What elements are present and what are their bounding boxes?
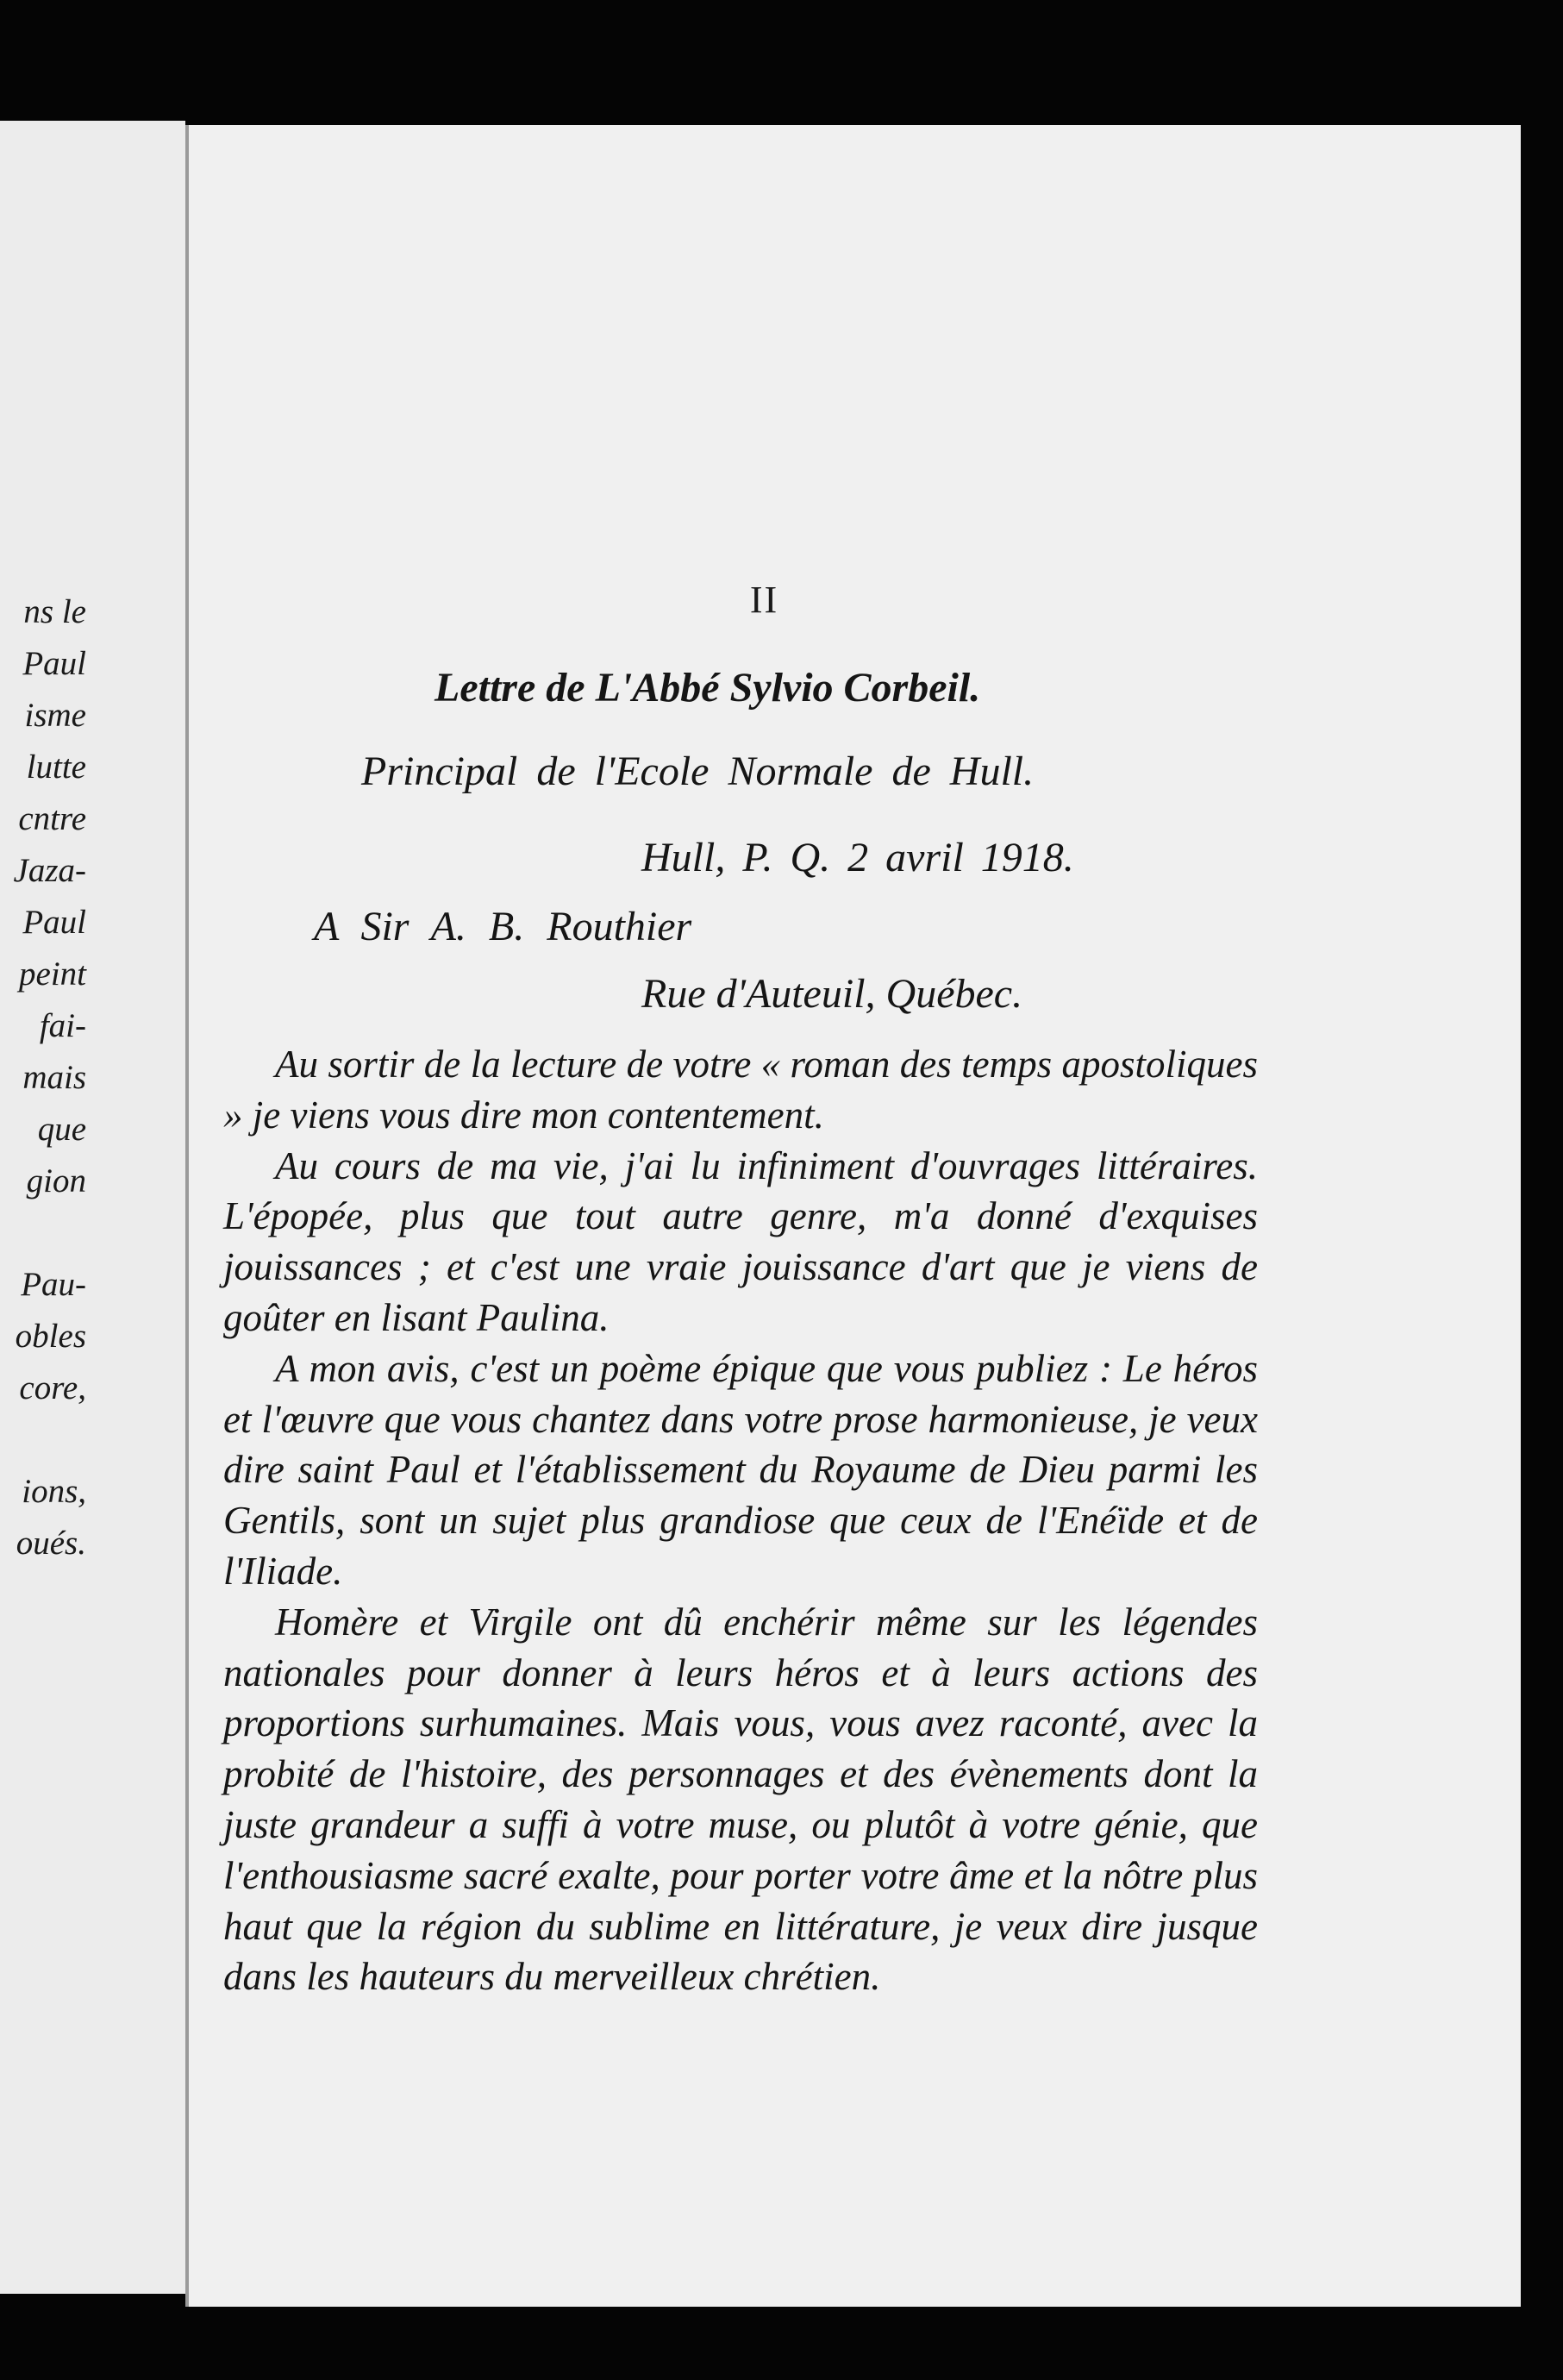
page (185, 125, 1521, 2307)
facing-line: ns le (23, 593, 86, 630)
letter-title: Lettre de L'Abbé Sylvio Corbeil. (435, 665, 981, 711)
facing-line: Paul (22, 645, 86, 682)
letter-body (223, 1039, 1258, 2002)
facing-line: ions, (22, 1473, 86, 1510)
facing-line: lutte (26, 748, 86, 786)
facing-line: que (37, 1111, 86, 1148)
facing-page-text (0, 586, 86, 1569)
facing-line: core, (19, 1369, 86, 1406)
paragraph: A mon avis, c'est un poème épique que vous publiez : Le héros et l'œuvre que vous chantez dans votre prose harmonieuse, je veux dire saint Paul et l'établissement du Royaume de Dieu parmi les Gentils, sont un sujet plus grandiose que ceux de l'Enéïde et de l'Iliade. (223, 1346, 1258, 1593)
facing-line: peint (19, 955, 86, 993)
facing-line: Jaza- (13, 852, 86, 889)
facing-line: oués. (16, 1525, 86, 1562)
facing-line: cntre (18, 800, 86, 837)
facing-line: isme (24, 697, 86, 734)
facing-line: Paul (22, 904, 86, 941)
paragraph: Au cours de ma vie, j'ai lu infiniment d'ouvrages littéraires. L'épopée, plus que tout autre genre, m'a donné d'exquises jouissances ; et c'est une vraie jouissance d'art que je viens de goûter en lisant Paulina. (223, 1143, 1258, 1339)
facing-line: Pau- (21, 1266, 86, 1303)
facing-line: gion (26, 1162, 86, 1199)
facing-line: obles (15, 1318, 86, 1355)
letter-address: Rue d'Auteuil, Québec. (641, 971, 1023, 1017)
letter-addressee: A Sir A. B. Routhier (314, 904, 692, 949)
facing-line: fai- (39, 1007, 86, 1044)
letter-dateline: Hull, P. Q. 2 avril 1918. (641, 835, 1074, 880)
facing-line-gap (0, 1207, 86, 1259)
facing-line: mais (22, 1059, 86, 1096)
chapter-number: II (749, 579, 779, 621)
facing-line-gap (0, 1414, 86, 1466)
paragraph: Homère et Virgile ont dû enchérir même sur les légendes nationales pour donner à leurs héros et à leurs actions des proportions surhumaines. Mais vous, vous avez raconté, avec la probité de l'histoire, des personnages et des évènements dont la juste grandeur a suffi à votre muse, ou plutôt à votre génie, que l'enthousiasme sacré exalte, pour porter votre âme et la nôtre plus haut que la région du sublime en littérature, je veux dire jusque dans les hauteurs du merveilleux chrétien. (223, 1600, 1258, 1999)
paragraph: Au sortir de la lecture de votre « roman des temps apostoliques » je viens vous dire mon contentement. (223, 1043, 1258, 1137)
letter-subtitle: Principal de l'Ecole Normale de Hull. (361, 748, 1035, 794)
facing-page (0, 121, 185, 2294)
